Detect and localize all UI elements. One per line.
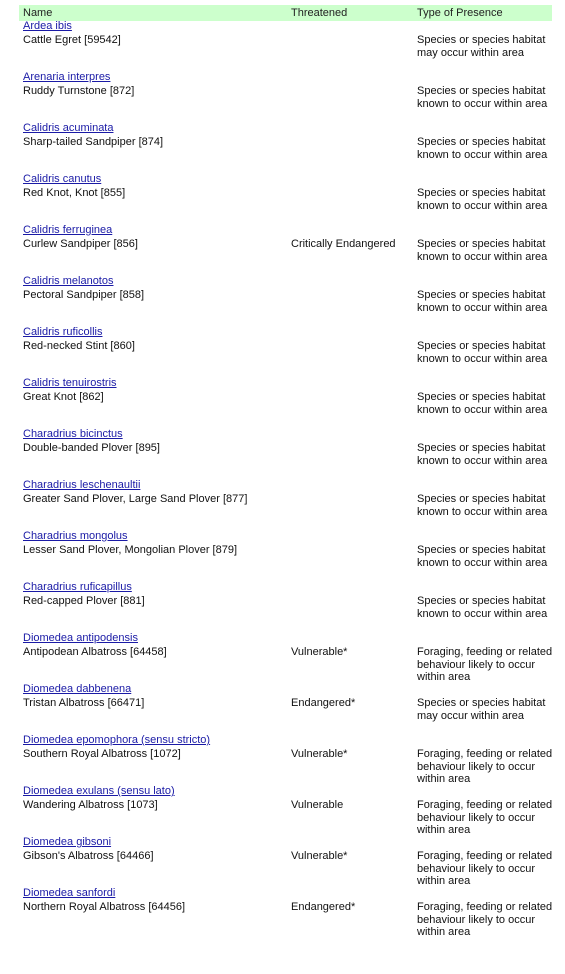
- species-link[interactable]: Charadrius mongolus: [23, 530, 128, 542]
- species-link[interactable]: Calidris ferruginea: [23, 224, 113, 236]
- threat-status: Endangered*: [291, 901, 356, 913]
- species-table: [0, 20, 565, 938]
- threat-status: Vulnerable: [291, 799, 344, 811]
- presence-type: Foraging, feeding or related behaviour likely to occur within area: [417, 748, 553, 786]
- common-name: Ruddy Turnstone [872]: [23, 85, 135, 97]
- presence-type: Species or species habitat known to occur within area: [417, 340, 548, 365]
- presence-type: Species or species habitat known to occur within area: [417, 136, 548, 161]
- presence-type: Species or species habitat known to occur within area: [417, 544, 548, 569]
- common-name: Red Knot, Knot [855]: [23, 187, 126, 199]
- table-row: [0, 20, 565, 71]
- table-row: [0, 632, 565, 683]
- header-threatened: Threatened: [291, 7, 348, 19]
- common-name: Greater Sand Plover, Large Sand Plover [877]: [23, 493, 248, 505]
- species-link[interactable]: Diomedea sanfordi: [23, 887, 116, 899]
- presence-type: Species or species habitat known to occur within area: [417, 238, 548, 263]
- species-link[interactable]: Calidris melanotos: [23, 275, 114, 287]
- table-row: [0, 173, 565, 224]
- table-row: [0, 887, 565, 938]
- presence-type: Foraging, feeding or related behaviour likely to occur within area: [417, 799, 553, 837]
- presence-type: Species or species habitat may occur within area: [417, 697, 546, 722]
- common-name: Lesser Sand Plover, Mongolian Plover [879]: [23, 544, 238, 556]
- common-name: Gibson's Albatross [64466]: [23, 850, 154, 862]
- table-row: [0, 581, 565, 632]
- presence-type: Species or species habitat known to occur within area: [417, 442, 548, 467]
- common-name: Cattle Egret [59542]: [23, 34, 121, 46]
- table-row: [0, 530, 565, 581]
- presence-type: Species or species habitat known to occur within area: [417, 493, 548, 518]
- species-link[interactable]: Calidris tenuirostris: [23, 377, 117, 389]
- table-row: [0, 326, 565, 377]
- threat-status: Vulnerable*: [291, 748, 348, 760]
- common-name: Great Knot [862]: [23, 391, 104, 403]
- presence-type: Foraging, feeding or related behaviour likely to occur within area: [417, 646, 553, 684]
- species-link[interactable]: Charadrius leschenaultii: [23, 479, 141, 491]
- species-link[interactable]: Calidris ruficollis: [23, 326, 103, 338]
- species-link[interactable]: Diomedea dabbenena: [23, 683, 132, 695]
- table-row: [0, 479, 565, 530]
- threat-status: Endangered*: [291, 697, 356, 709]
- table-row: [0, 377, 565, 428]
- table-row: [0, 224, 565, 275]
- common-name: Double-banded Plover [895]: [23, 442, 160, 454]
- common-name: Pectoral Sandpiper [858]: [23, 289, 145, 301]
- common-name: Red-capped Plover [881]: [23, 595, 145, 607]
- common-name: Wandering Albatross [1073]: [23, 799, 158, 811]
- table-row: [0, 122, 565, 173]
- species-link[interactable]: Calidris acuminata: [23, 122, 114, 134]
- species-link[interactable]: Diomedea gibsoni: [23, 836, 112, 848]
- table-row: [0, 734, 565, 785]
- presence-type: Species or species habitat known to occur within area: [417, 595, 548, 620]
- presence-type: Species or species habitat known to occur within area: [417, 187, 548, 212]
- presence-type: Species or species habitat may occur within area: [417, 34, 546, 59]
- common-name: Southern Royal Albatross [1072]: [23, 748, 181, 760]
- common-name: Northern Royal Albatross [64456]: [23, 901, 186, 913]
- presence-type: Species or species habitat known to occur within area: [417, 85, 548, 110]
- table-row: [0, 785, 565, 836]
- table-row: [0, 275, 565, 326]
- table-row: [0, 683, 565, 734]
- threat-status: Critically Endangered: [291, 238, 396, 250]
- table-row: [0, 71, 565, 122]
- common-name: Curlew Sandpiper [856]: [23, 238, 138, 250]
- header-presence: Type of Presence: [417, 7, 503, 19]
- species-link[interactable]: Diomedea antipodensis: [23, 632, 138, 644]
- table-header: [19, 5, 552, 21]
- header-name: Name: [23, 7, 53, 19]
- species-link[interactable]: Diomedea exulans (sensu lato): [23, 785, 175, 797]
- species-link[interactable]: Charadrius ruficapillus: [23, 581, 132, 593]
- threat-status: Vulnerable*: [291, 850, 348, 862]
- common-name: Tristan Albatross [66471]: [23, 697, 145, 709]
- table-row: [0, 836, 565, 887]
- presence-type: Foraging, feeding or related behaviour likely to occur within area: [417, 850, 553, 888]
- presence-type: Species or species habitat known to occur within area: [417, 391, 548, 416]
- species-link[interactable]: Charadrius bicinctus: [23, 428, 123, 440]
- common-name: Sharp-tailed Sandpiper [874]: [23, 136, 164, 148]
- presence-type: Species or species habitat known to occur within area: [417, 289, 548, 314]
- common-name: Antipodean Albatross [64458]: [23, 646, 167, 658]
- species-link[interactable]: Calidris canutus: [23, 173, 102, 185]
- species-link[interactable]: Arenaria interpres: [23, 71, 111, 83]
- threat-status: Vulnerable*: [291, 646, 348, 658]
- species-link[interactable]: Ardea ibis: [23, 20, 72, 32]
- presence-type: Foraging, feeding or related behaviour likely to occur within area: [417, 901, 553, 939]
- species-link[interactable]: Diomedea epomophora (sensu stricto): [23, 734, 211, 746]
- common-name: Red-necked Stint [860]: [23, 340, 135, 352]
- table-row: [0, 428, 565, 479]
